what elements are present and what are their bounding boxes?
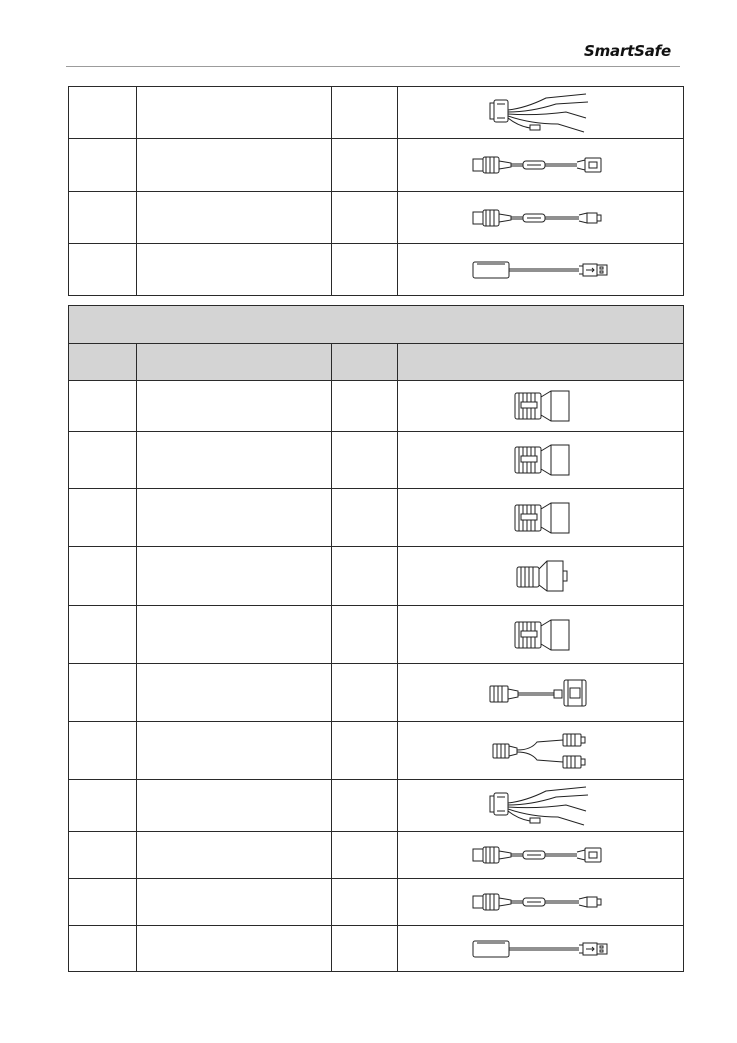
usb-cable-icon <box>471 938 611 960</box>
table-row <box>69 926 684 972</box>
obd-adapter-icon <box>511 387 571 425</box>
obd-adapter-small-icon <box>513 557 569 595</box>
table-row <box>69 192 684 244</box>
section-title-row <box>69 306 684 344</box>
obd-adapter-icon <box>511 499 571 537</box>
column-header <box>137 344 332 381</box>
extension-cable-icon <box>471 844 611 866</box>
obd-adapter-icon <box>511 616 571 654</box>
header-rule <box>66 66 680 67</box>
accessories-table-bottom <box>68 305 684 972</box>
extension-cable-b-icon <box>471 207 611 229</box>
extension-cable-b-icon <box>471 891 611 913</box>
section-title <box>69 306 684 344</box>
column-header <box>332 344 398 381</box>
table-row <box>69 381 684 432</box>
brand-logo: SmartSafe <box>584 42 671 60</box>
extension-cable-icon <box>471 154 611 176</box>
table-row <box>69 722 684 780</box>
table-row <box>69 139 684 192</box>
column-header <box>69 344 137 381</box>
table-row <box>69 832 684 879</box>
obd-adapter-icon <box>511 441 571 479</box>
table-row <box>69 879 684 926</box>
table-row <box>69 87 684 139</box>
column-header-row <box>69 344 684 381</box>
table-row <box>69 432 684 489</box>
obd-pigtail-cable-icon <box>486 90 596 136</box>
accessories-table-top <box>68 86 684 296</box>
table-row <box>69 664 684 722</box>
table-row <box>69 780 684 832</box>
y-cable-single-icon <box>488 676 594 710</box>
table-row <box>69 606 684 664</box>
usb-cable-icon <box>471 259 611 281</box>
column-header <box>398 344 684 381</box>
obd-pigtail-cable-icon <box>486 783 596 829</box>
y-cable-double-icon <box>491 730 591 772</box>
table-row <box>69 547 684 606</box>
table-row <box>69 244 684 296</box>
table-row <box>69 489 684 547</box>
